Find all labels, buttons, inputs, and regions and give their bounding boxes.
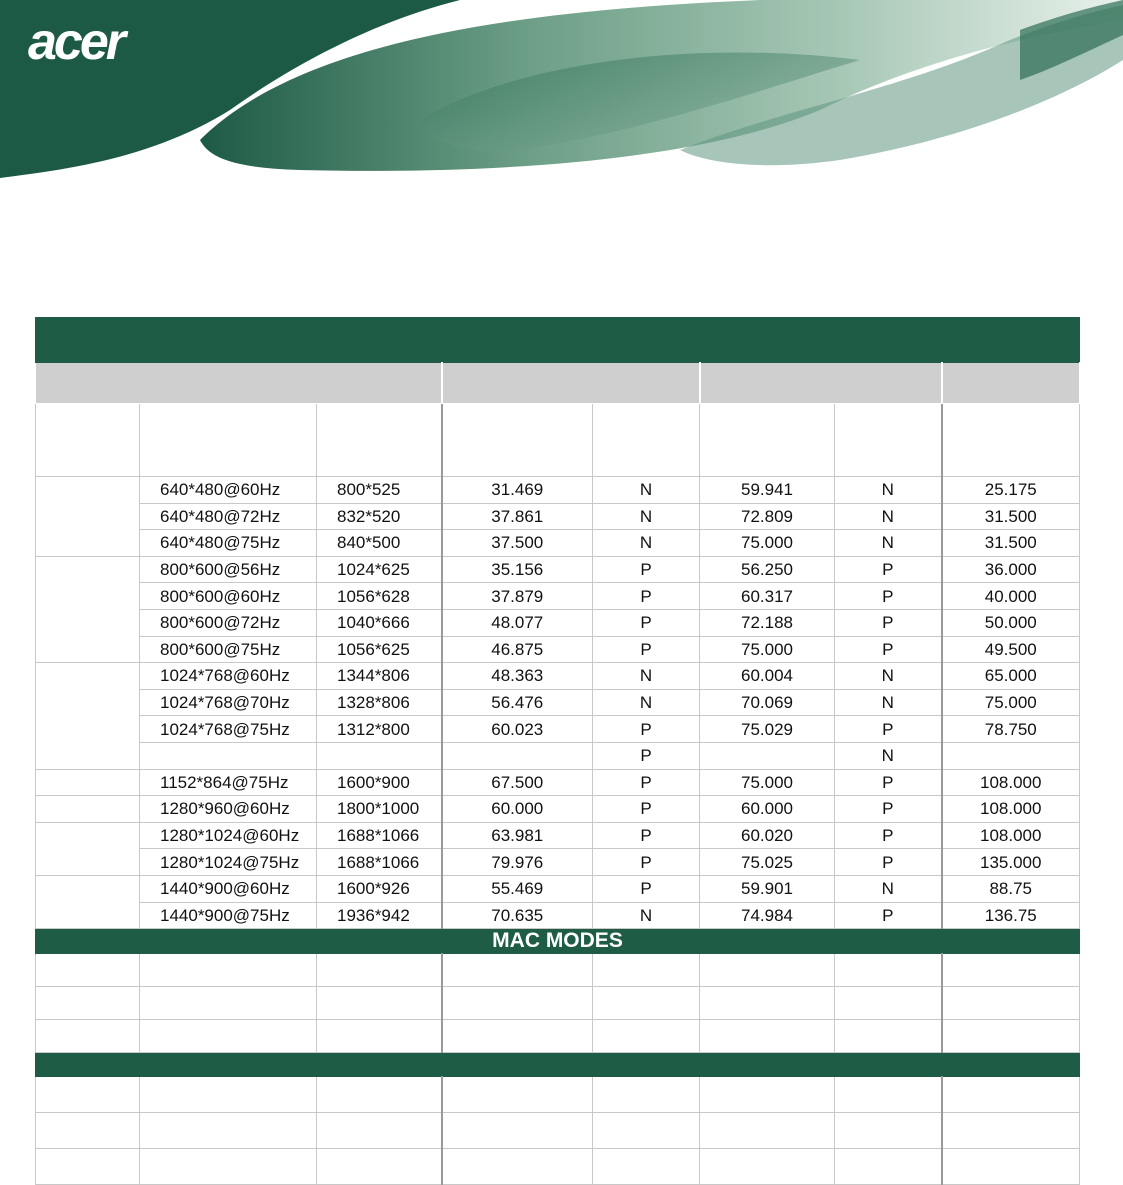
cell-total: 1936*942 xyxy=(317,902,442,929)
cell-v-freq: 75.025 xyxy=(700,849,835,876)
cell-mode: 1024*768@70Hz xyxy=(140,689,317,716)
cell-v-freq: 56.250 xyxy=(700,556,835,583)
cell-h-pol: N xyxy=(593,663,700,690)
cell-mode: 1152*864@75Hz xyxy=(140,769,317,796)
cell-h-pol: P xyxy=(593,796,700,823)
empty-row xyxy=(36,954,1080,987)
cell-v-pol: N xyxy=(835,875,942,902)
group-cell xyxy=(36,875,140,928)
cell-v-pol: P xyxy=(835,583,942,610)
empty-row xyxy=(36,987,1080,1020)
cell-h-pol: P xyxy=(593,636,700,663)
cell-h-freq: 56.476 xyxy=(442,689,593,716)
cell-mode: 1280*1024@60Hz xyxy=(140,822,317,849)
cell-h-freq: 48.363 xyxy=(442,663,593,690)
cell-clock: 78.750 xyxy=(942,716,1080,743)
table-row xyxy=(36,663,1080,690)
cell-h-freq: 35.156 xyxy=(442,556,593,583)
table-row xyxy=(36,636,1080,663)
cell-clock: 25.175 xyxy=(942,477,1080,504)
cell-h-freq: 48.077 xyxy=(442,609,593,636)
cell-total: 832*520 xyxy=(317,503,442,530)
empty-row xyxy=(36,1113,1080,1149)
group-cell xyxy=(36,769,140,796)
cell-total: 1600*900 xyxy=(317,769,442,796)
cell-h-freq: 79.976 xyxy=(442,849,593,876)
table-title-bar xyxy=(36,318,1080,363)
table-row xyxy=(36,556,1080,583)
cell-h-freq: 70.635 xyxy=(442,902,593,929)
table-row xyxy=(36,796,1080,823)
cell-clock: 65.000 xyxy=(942,663,1080,690)
cell-v-freq: 60.317 xyxy=(700,583,835,610)
cell-clock: 108.000 xyxy=(942,769,1080,796)
cell-mode: 640*480@60Hz xyxy=(140,477,317,504)
cell-clock: 31.500 xyxy=(942,503,1080,530)
cell-h-freq: 60.023 xyxy=(442,716,593,743)
table-row xyxy=(36,875,1080,902)
cell-clock: 40.000 xyxy=(942,583,1080,610)
group-cell xyxy=(36,796,140,823)
table-row xyxy=(36,609,1080,636)
cell-total: 800*525 xyxy=(317,477,442,504)
cell-total: 1600*926 xyxy=(317,875,442,902)
section-band xyxy=(36,1053,1080,1077)
cell-h-pol: P xyxy=(593,822,700,849)
cell-h-freq: 60.000 xyxy=(442,796,593,823)
table-row xyxy=(36,769,1080,796)
cell-v-freq: 75.000 xyxy=(700,530,835,557)
table-row xyxy=(36,716,1080,743)
cell-mode: 640*480@72Hz xyxy=(140,503,317,530)
cell-h-pol: N xyxy=(593,530,700,557)
cell-v-freq: 75.000 xyxy=(700,636,835,663)
cell-mode: 800*600@72Hz xyxy=(140,609,317,636)
cell-v-pol: P xyxy=(835,636,942,663)
cell-total: 840*500 xyxy=(317,530,442,557)
cell-v-freq: 60.000 xyxy=(700,796,835,823)
cell-v-freq: 74.984 xyxy=(700,902,835,929)
group-cell xyxy=(36,822,140,875)
cell-h-pol: P xyxy=(593,556,700,583)
cell-total: 1688*1066 xyxy=(317,822,442,849)
cell-clock: 88.75 xyxy=(942,875,1080,902)
cell-total: 1024*625 xyxy=(317,556,442,583)
cell-h-pol: N xyxy=(593,689,700,716)
acer-logo: acer xyxy=(28,13,123,71)
table-row xyxy=(36,477,1080,504)
cell-total: 1056*628 xyxy=(317,583,442,610)
cell-v-freq: 72.809 xyxy=(700,503,835,530)
cell-h-freq: 37.879 xyxy=(442,583,593,610)
cell-v-pol: P xyxy=(835,769,942,796)
empty-row xyxy=(36,1020,1080,1053)
cell-v-freq: 70.069 xyxy=(700,689,835,716)
cell-total: 1328*806 xyxy=(317,689,442,716)
cell-v-pol: P xyxy=(835,716,942,743)
cell-mode: 1280*1024@75Hz xyxy=(140,849,317,876)
cell-v-freq: 59.941 xyxy=(700,477,835,504)
header-banner xyxy=(0,0,1123,185)
table-row xyxy=(36,689,1080,716)
cell-v-freq xyxy=(700,742,835,769)
cell-h-freq: 37.500 xyxy=(442,530,593,557)
cell-v-pol: P xyxy=(835,609,942,636)
cell-total: 1800*1000 xyxy=(317,796,442,823)
cell-v-pol: N xyxy=(835,689,942,716)
cell-clock: 31.500 xyxy=(942,530,1080,557)
cell-v-pol: P xyxy=(835,556,942,583)
cell-h-freq: 55.469 xyxy=(442,875,593,902)
cell-clock: 108.000 xyxy=(942,796,1080,823)
timing-table-container xyxy=(35,317,1079,1185)
cell-clock: 50.000 xyxy=(942,609,1080,636)
table-group-header xyxy=(36,363,1080,404)
cell-mode: 1024*768@60Hz xyxy=(140,663,317,690)
cell-v-freq: 59.901 xyxy=(700,875,835,902)
cell-mode: 800*600@75Hz xyxy=(140,636,317,663)
cell-v-pol: N xyxy=(835,503,942,530)
cell-h-pol: P xyxy=(593,716,700,743)
mac-modes-label: MAC MODES xyxy=(36,929,1080,954)
cell-clock: 136.75 xyxy=(942,902,1080,929)
cell-h-pol: P xyxy=(593,742,700,769)
cell-mode: 800*600@56Hz xyxy=(140,556,317,583)
cell-v-freq: 60.020 xyxy=(700,822,835,849)
cell-h-freq: 37.861 xyxy=(442,503,593,530)
cell-v-freq: 72.188 xyxy=(700,609,835,636)
cell-v-pol: N xyxy=(835,477,942,504)
cell-total: 1312*800 xyxy=(317,716,442,743)
cell-mode xyxy=(140,742,317,769)
cell-v-pol: P xyxy=(835,902,942,929)
cell-clock xyxy=(942,742,1080,769)
cell-h-pol: N xyxy=(593,503,700,530)
cell-h-freq: 46.875 xyxy=(442,636,593,663)
cell-v-freq: 75.000 xyxy=(700,769,835,796)
cell-v-pol: P xyxy=(835,849,942,876)
cell-h-freq xyxy=(442,742,593,769)
cell-clock: 108.000 xyxy=(942,822,1080,849)
table-row xyxy=(36,742,1080,769)
cell-mode: 1440*900@75Hz xyxy=(140,902,317,929)
cell-mode: 1280*960@60Hz xyxy=(140,796,317,823)
cell-h-freq: 67.500 xyxy=(442,769,593,796)
cell-total: 1040*666 xyxy=(317,609,442,636)
cell-mode: 1024*768@75Hz xyxy=(140,716,317,743)
cell-clock: 36.000 xyxy=(942,556,1080,583)
timing-table xyxy=(35,317,1081,1185)
cell-h-freq: 31.469 xyxy=(442,477,593,504)
cell-total: 1056*625 xyxy=(317,636,442,663)
group-cell xyxy=(36,556,140,662)
table-column-header xyxy=(36,404,1080,477)
cell-v-pol: N xyxy=(835,663,942,690)
cell-h-freq: 63.981 xyxy=(442,822,593,849)
cell-clock: 135.000 xyxy=(942,849,1080,876)
cell-mode: 640*480@75Hz xyxy=(140,530,317,557)
table-row xyxy=(36,822,1080,849)
table-row xyxy=(36,849,1080,876)
cell-clock: 75.000 xyxy=(942,689,1080,716)
cell-total: 1688*1066 xyxy=(317,849,442,876)
cell-mode: 1440*900@60Hz xyxy=(140,875,317,902)
empty-row xyxy=(36,1077,1080,1113)
cell-h-pol: P xyxy=(593,849,700,876)
cell-mode: 800*600@60Hz xyxy=(140,583,317,610)
table-row xyxy=(36,530,1080,557)
cell-total: 1344*806 xyxy=(317,663,442,690)
table-row xyxy=(36,583,1080,610)
cell-v-pol: N xyxy=(835,742,942,769)
group-cell xyxy=(36,477,140,557)
cell-clock: 49.500 xyxy=(942,636,1080,663)
mac-modes-band xyxy=(36,929,1080,954)
cell-h-pol: N xyxy=(593,902,700,929)
cell-v-freq: 75.029 xyxy=(700,716,835,743)
cell-total xyxy=(317,742,442,769)
cell-v-pol: P xyxy=(835,796,942,823)
cell-h-pol: P xyxy=(593,875,700,902)
cell-v-pol: N xyxy=(835,530,942,557)
cell-h-pol: P xyxy=(593,769,700,796)
cell-h-pol: N xyxy=(593,477,700,504)
cell-h-pol: P xyxy=(593,583,700,610)
table-row xyxy=(36,503,1080,530)
cell-v-freq: 60.004 xyxy=(700,663,835,690)
cell-v-pol: P xyxy=(835,822,942,849)
cell-h-pol: P xyxy=(593,609,700,636)
group-cell xyxy=(36,663,140,769)
table-row xyxy=(36,902,1080,929)
